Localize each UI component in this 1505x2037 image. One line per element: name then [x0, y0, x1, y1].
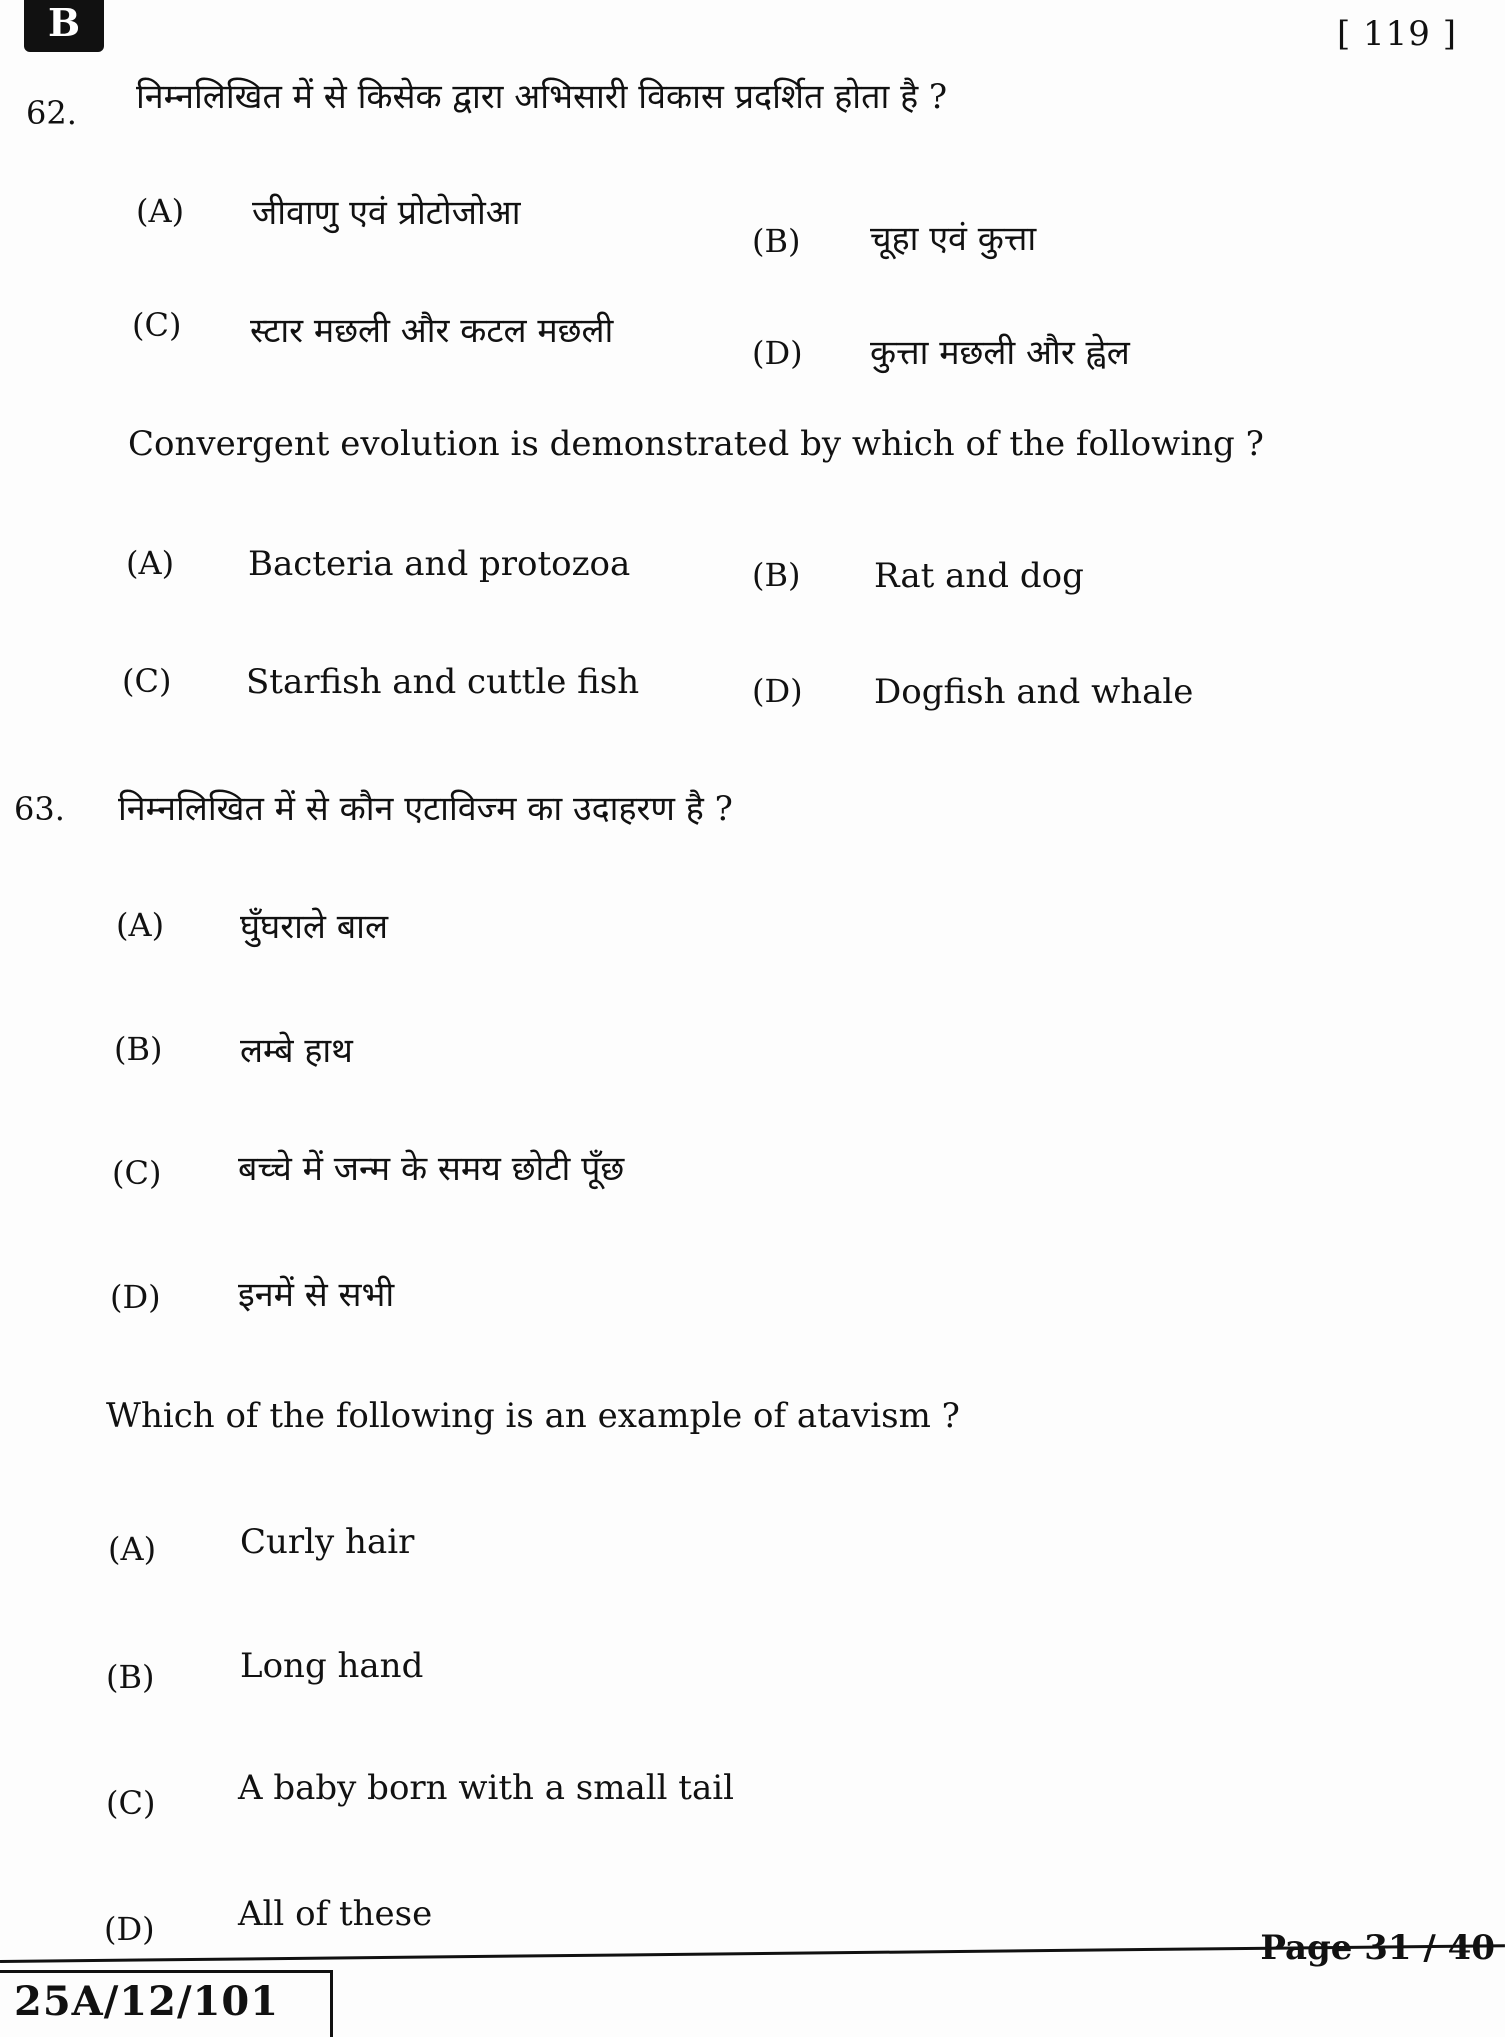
- q63-option-d-letter-en: (D): [104, 1910, 155, 1948]
- q62-option-c-letter-hi: (C): [132, 306, 182, 344]
- q62-option-d-letter-en: (D): [752, 672, 803, 710]
- question-63-number: 63.: [14, 790, 65, 828]
- q62-option-c-text-en: Starfish and cuttle fish: [246, 662, 640, 702]
- q63-option-c-letter-hi: (C): [112, 1154, 162, 1192]
- booklet-series-badge: B: [24, 0, 104, 52]
- q62-option-d-text-hi: कुत्ता मछली और ह्वेल: [870, 333, 1130, 373]
- q62-option-b-text-en: Rat and dog: [874, 556, 1084, 596]
- page-indicator: Page 31 / 40: [1260, 1928, 1495, 1968]
- question-62-number: 62.: [26, 94, 77, 132]
- question-62-text-hindi: निम्नलिखित में से किसेक द्वारा अभिसारी विकास प्रदर्शित होता है ?: [136, 77, 948, 117]
- q62-option-a-text-en: Bacteria and protozoa: [248, 544, 631, 584]
- q63-option-b-text-en: Long hand: [240, 1646, 424, 1686]
- q63-option-d-text-hi: इनमें से सभी: [238, 1275, 395, 1315]
- q62-option-d-letter-hi: (D): [752, 334, 803, 372]
- q62-option-d-text-en: Dogfish and whale: [874, 672, 1194, 712]
- q63-option-d-text-en: All of these: [238, 1894, 433, 1934]
- paper-code: 25A/12/101: [14, 1978, 280, 2025]
- page-code: [ 119 ]: [1336, 14, 1457, 54]
- q62-option-a-letter-hi: (A): [136, 192, 185, 230]
- q63-option-a-letter-en: (A): [108, 1530, 157, 1568]
- q63-option-b-text-hi: लम्बे हाथ: [240, 1031, 353, 1071]
- q63-option-b-letter-hi: (B): [114, 1030, 163, 1068]
- q62-option-a-letter-en: (A): [126, 544, 175, 582]
- q62-option-a-text-hi: जीवाणु एवं प्रोटोजोआ: [252, 193, 521, 233]
- q62-option-b-letter-hi: (B): [752, 222, 801, 260]
- q63-option-d-letter-hi: (D): [110, 1278, 161, 1316]
- q63-option-b-letter-en: (B): [106, 1658, 155, 1696]
- q62-option-c-letter-en: (C): [122, 662, 172, 700]
- q63-option-a-text-hi: घुँघराले बाल: [240, 907, 389, 947]
- q63-option-c-text-hi: बच्चे में जन्म के समय छोटी पूँछ: [238, 1149, 625, 1189]
- q63-option-c-letter-en: (C): [106, 1784, 156, 1822]
- q62-option-b-text-hi: चूहा एवं कुत्ता: [870, 219, 1037, 259]
- question-63-text-hindi: निम्नलिखित में से कौन एटाविज्म का उदाहरण है ?: [118, 789, 733, 829]
- q63-option-a-text-en: Curly hair: [240, 1522, 415, 1562]
- q62-option-b-letter-en: (B): [752, 556, 801, 594]
- q63-option-c-text-en: A baby born with a small tail: [238, 1768, 734, 1808]
- q63-option-a-letter-hi: (A): [116, 906, 165, 944]
- q62-option-c-text-hi: स्टार मछली और कटल मछली: [250, 311, 614, 351]
- question-62-text-english: Convergent evolution is demonstrated by which of the following ?: [128, 424, 1264, 464]
- question-63-text-english: Which of the following is an example of atavism ?: [106, 1396, 960, 1436]
